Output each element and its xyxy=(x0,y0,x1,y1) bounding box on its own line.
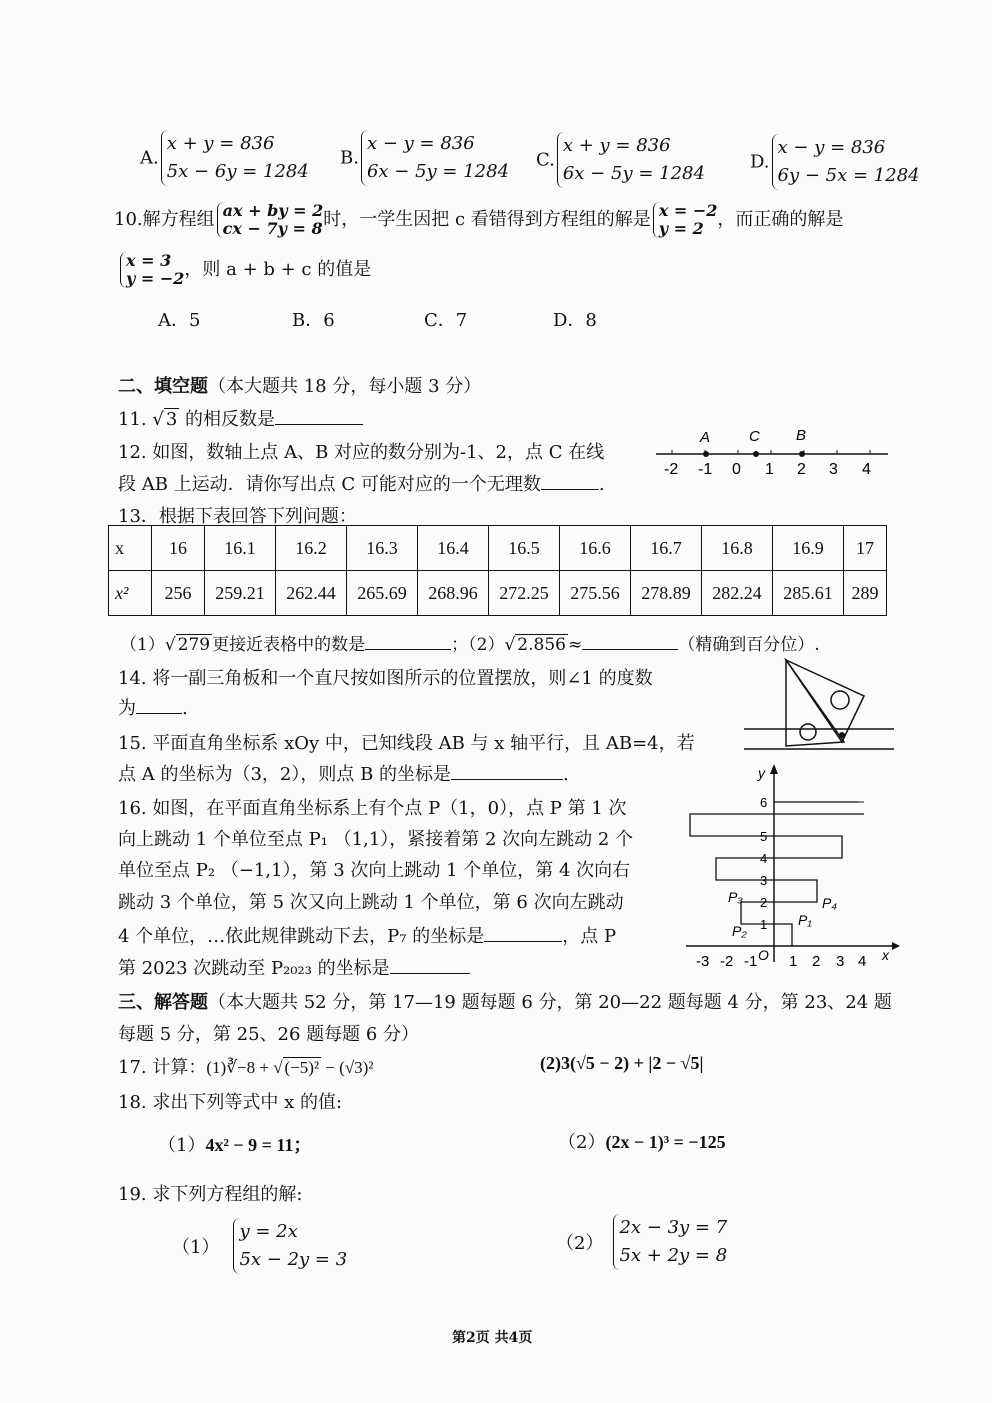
q13-answer-blank-1[interactable] xyxy=(365,649,451,650)
question-19-part1: （1）y = 2x 5x − 2y = 3 xyxy=(172,1218,347,1274)
question-11: 11. √ 3 的相反数是 xyxy=(118,405,363,431)
point-p4-label: P₄ xyxy=(822,895,837,911)
question-19-part2: （2）2x − 3y = 7 5x + 2y = 8 xyxy=(556,1214,727,1270)
q10-option-c: C．7 xyxy=(424,310,468,331)
question-16-line6: 第 2023 次跳动至 P₂₀₂₃ 的坐标是 xyxy=(118,954,470,980)
point-p2-label: P₂ xyxy=(732,923,747,939)
question-14-line2: 为 . xyxy=(118,698,188,719)
q15-answer-blank[interactable] xyxy=(451,779,563,780)
question-12-line2: 段 AB 上运动．请你写出点 C 可能对应的一个无理数 . xyxy=(118,474,605,495)
x-tick-label: -2 xyxy=(720,953,734,970)
question-16-line1: 16. 如图，在平面直角坐标系上有个点 P（1，0），点 P 第 1 次 xyxy=(118,798,627,819)
tick-label: 2 xyxy=(797,461,806,478)
question-16-line5: 4 个单位，…依此规律跳动下去，P₇ 的坐标是 ，点 P xyxy=(118,926,617,947)
point-c-dot xyxy=(753,451,759,457)
q16-answer-blank-1[interactable] xyxy=(484,941,562,942)
x-axis-label: x xyxy=(882,947,889,963)
x-tick-label: 4 xyxy=(858,953,867,970)
question-17: 17. 计算：(1)∛−8 + √ (−5)² − (√3)² xyxy=(118,1057,374,1078)
y-tick-label: 4 xyxy=(760,851,768,866)
tick-label: 3 xyxy=(829,461,838,478)
point-b-label: B xyxy=(796,427,807,444)
q13-subquestions: （1）√ 279 更接近表格中的数是 ；（2）√ 2.856 ≈ （精确到百分位）. xyxy=(120,635,820,655)
question-10-line2: x = 3 y = −2，则 a + b + c 的值是 xyxy=(118,252,371,288)
question-18-part1: （1）4x² − 9 = 11； xyxy=(158,1135,312,1156)
question-18: 18. 求出下列等式中 x 的值: xyxy=(118,1092,343,1113)
q16-answer-blank-2[interactable] xyxy=(390,973,470,974)
origin-label: O xyxy=(758,947,769,963)
point-a-label: A xyxy=(700,429,711,446)
q9-option-c: C.x + y = 836 6x − 5y = 1284 xyxy=(536,132,705,188)
q16-coordinate-graph xyxy=(686,762,902,974)
q13-table xyxy=(108,525,887,616)
question-16-line3: 单位至点 P₂ （−1,1），第 3 次向上跳动 1 个单位，第 4 次向右 xyxy=(118,860,631,881)
question-12-line1: 12. 如图，数轴上点 A、B 对应的数分别为-1、2，点 C 在线 xyxy=(118,442,605,463)
question-15-line1: 15. 平面直角坐标系 xOy 中，已知线段 AB 与 x 轴平行，且 AB=4，若 xyxy=(118,733,695,754)
y-tick-label: 1 xyxy=(760,917,768,932)
q10-option-d: D．8 xyxy=(553,310,597,331)
question-10: 10.解方程组 ax + by = 2 cx − 7y = 8时，一学生因把 c 看错得到方程组的解是 x = −2 y = 2 ，而正确的解是 xyxy=(114,201,844,238)
x-tick-label: -3 xyxy=(696,953,710,970)
q10-option-b: B．6 xyxy=(292,310,335,331)
section-3-heading: 三、解答题（本大题共 52 分，第 17—19 题每题 6 分，第 20—22 题每题 4 分，第 23、24 题 xyxy=(118,992,892,1013)
y-tick-label: 3 xyxy=(760,873,768,888)
question-13: 13．根据下表回答下列问题： xyxy=(118,506,357,527)
q9-option-b: B.x − y = 836 6x − 5y = 1284 xyxy=(340,130,509,186)
q11-answer-blank[interactable] xyxy=(275,424,363,425)
x-tick-label: 1 xyxy=(789,953,798,970)
y-tick-label: 6 xyxy=(760,795,768,810)
section-3-note: 每题 5 分，第 25、26 题每题 6 分） xyxy=(118,1024,420,1045)
table-row-x-squared: x² 256 259.21 262.44 265.69 268.96 272.25 275.56 278.89 282.24 285.61 289 xyxy=(109,571,887,616)
q13-answer-blank-2[interactable] xyxy=(582,649,678,650)
q9-option-d: D.x − y = 836 6y − 5x = 1284 xyxy=(750,134,920,190)
tick-label: 0 xyxy=(732,461,741,478)
point-p3-label: P₃ xyxy=(728,889,743,905)
question-17-part2: (2)3(√5 − 2) + |2 − √5| xyxy=(540,1053,704,1073)
section-2-heading: 二、填空题（本大题共 18 分，每小题 3 分） xyxy=(118,376,482,397)
x-tick-label: 3 xyxy=(836,953,845,970)
q10-right-solution: x = 3 y = −2 xyxy=(120,252,184,288)
tick-label: -2 xyxy=(664,461,679,478)
x-tick-label: -1 xyxy=(744,953,758,970)
tick-label: 1 xyxy=(765,461,774,478)
y-tick-label: 2 xyxy=(760,895,768,910)
table-row-x: x 16 16.1 16.2 16.3 16.4 16.5 16.6 16.7 16.8 16.9 17 xyxy=(109,526,887,571)
question-18-part2: （2）(2x − 1)³ = −125 xyxy=(558,1132,726,1153)
point-c-label: C xyxy=(749,428,760,445)
question-16-line2: 向上跳动 1 个单位至点 P₁ （1,1），紧接着第 2 次向左跳动 2 个 xyxy=(118,829,634,850)
point-a-dot xyxy=(703,451,709,457)
question-15-line2: 点 A 的坐标为（3，2），则点 B 的坐标是 . xyxy=(118,764,569,785)
q10-system: ax + by = 2 cx − 7y = 8 xyxy=(217,202,324,238)
point-b-dot xyxy=(799,451,805,457)
y-tick-label: 5 xyxy=(760,829,768,844)
tick-label: -1 xyxy=(698,461,713,478)
point-p1-label: P₁ xyxy=(798,912,812,928)
q12-answer-blank[interactable] xyxy=(541,489,599,490)
q10-option-a: A．5 xyxy=(158,310,201,331)
question-16-line4: 跳动 3 个单位，第 5 次又向上跳动 1 个单位，第 6 次向左跳动 xyxy=(118,892,624,913)
page-footer: 第2页 共4页 xyxy=(452,1330,533,1346)
y-axis-label: y xyxy=(758,765,765,781)
q9-option-a: A.x + y = 836 5x − 6y = 1284 xyxy=(140,130,309,186)
x-tick-label: 2 xyxy=(812,953,821,970)
tick-label: 4 xyxy=(862,461,871,478)
q10-wrong-solution: x = −2 y = 2 xyxy=(653,202,718,238)
question-14-line1: 14. 将一副三角板和一个直尺按如图所示的位置摆放，则∠1 的度数 xyxy=(118,668,653,689)
question-19: 19. 求下列方程组的解: xyxy=(118,1184,303,1205)
q14-answer-blank[interactable] xyxy=(136,713,182,714)
q14-triangle-ruler-figure xyxy=(744,656,894,760)
q12-number-line xyxy=(652,424,892,482)
